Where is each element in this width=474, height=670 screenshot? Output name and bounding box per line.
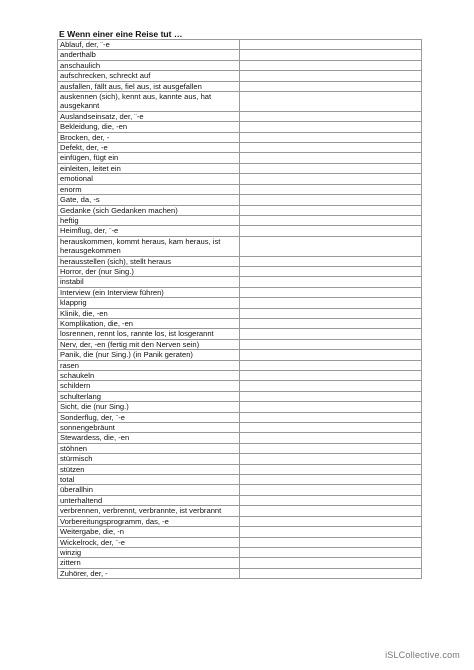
vocabulary-term: losrennen, rennt los, rannte los, ist losgerannt: [58, 329, 240, 339]
vocabulary-term: Nerv, der, -en (fertig mit den Nerven sein): [58, 339, 240, 349]
answer-cell: [240, 412, 422, 422]
vocabulary-term: Wickelrock, der, ¨-e: [58, 537, 240, 547]
vocabulary-row: [58, 81, 422, 91]
vocabulary-row: [58, 516, 422, 526]
vocabulary-term: Vorbereitungsprogramm, das, -e: [58, 516, 240, 526]
answer-cell: [240, 184, 422, 194]
answer-cell: [240, 111, 422, 121]
answer-cell: [240, 174, 422, 184]
vocabulary-term: schulterlang: [58, 391, 240, 401]
vocabulary-row: [58, 132, 422, 142]
vocabulary-term: unterhaltend: [58, 495, 240, 505]
vocabulary-row: [58, 350, 422, 360]
vocabulary-row: [58, 60, 422, 70]
vocabulary-row: [58, 308, 422, 318]
vocabulary-row: [58, 122, 422, 132]
vocabulary-row: [58, 174, 422, 184]
vocabulary-row: [58, 153, 422, 163]
vocabulary-row: [58, 226, 422, 236]
vocabulary-term: herauskommen, kommt heraus, kam heraus, ist herausgekommen: [58, 236, 240, 256]
vocabulary-row: [58, 298, 422, 308]
vocabulary-row: [58, 143, 422, 153]
answer-cell: [240, 495, 422, 505]
vocabulary-term: Sonderflug, der, ¨-e: [58, 412, 240, 422]
vocabulary-term: schildern: [58, 381, 240, 391]
vocabulary-row: [58, 236, 422, 256]
vocabulary-term: Gedanke (sich Gedanken machen): [58, 205, 240, 215]
vocabulary-row: [58, 360, 422, 370]
vocabulary-term: total: [58, 475, 240, 485]
answer-cell: [240, 256, 422, 266]
vocabulary-row: [58, 277, 422, 287]
answer-cell: [240, 287, 422, 297]
vocabulary-row: [58, 163, 422, 173]
vocabulary-row: [58, 371, 422, 381]
vocabulary-term: klapprig: [58, 298, 240, 308]
vocabulary-term: stöhnen: [58, 443, 240, 453]
vocabulary-term: Ablauf, der, ¨-e: [58, 40, 240, 50]
vocabulary-term: einfügen, fügt ein: [58, 153, 240, 163]
answer-cell: [240, 547, 422, 557]
answer-cell: [240, 527, 422, 537]
vocabulary-row: [58, 40, 422, 50]
vocabulary-term: Auslandseinsatz, der, ¨-e: [58, 111, 240, 121]
vocabulary-row: [58, 558, 422, 568]
answer-cell: [240, 423, 422, 433]
answer-cell: [240, 402, 422, 412]
vocabulary-term: rasen: [58, 360, 240, 370]
vocabulary-term: Brocken, der, -: [58, 132, 240, 142]
answer-cell: [240, 266, 422, 276]
vocabulary-row: [58, 215, 422, 225]
vocabulary-row: [58, 92, 422, 112]
site-watermark: iSLCollective.com: [385, 650, 460, 660]
vocabulary-row: [58, 50, 422, 60]
answer-cell: [240, 537, 422, 547]
vocabulary-term: auskennen (sich), kennt aus, kannte aus, hat ausgekannt: [58, 92, 240, 112]
answer-cell: [240, 454, 422, 464]
answer-cell: [240, 360, 422, 370]
vocabulary-row: [58, 433, 422, 443]
vocabulary-row: [58, 454, 422, 464]
answer-cell: [240, 506, 422, 516]
vocabulary-term: sonnengebräunt: [58, 423, 240, 433]
vocabulary-row: [58, 402, 422, 412]
vocabulary-row: [58, 256, 422, 266]
answer-cell: [240, 475, 422, 485]
answer-cell: [240, 236, 422, 256]
vocabulary-term: stürmisch: [58, 454, 240, 464]
answer-cell: [240, 163, 422, 173]
answer-cell: [240, 277, 422, 287]
vocabulary-row: [58, 287, 422, 297]
answer-cell: [240, 308, 422, 318]
vocabulary-term: Defekt, der, -e: [58, 143, 240, 153]
vocabulary-row: [58, 71, 422, 81]
vocabulary-row: [58, 464, 422, 474]
vocabulary-term: herausstellen (sich), stellt heraus: [58, 256, 240, 266]
vocabulary-row: [58, 339, 422, 349]
vocabulary-term: Interview (ein Interview führen): [58, 287, 240, 297]
answer-cell: [240, 195, 422, 205]
vocabulary-term: Sicht, die (nur Sing.): [58, 402, 240, 412]
vocabulary-term: Gate, da, -s: [58, 195, 240, 205]
answer-cell: [240, 339, 422, 349]
vocabulary-row: [58, 495, 422, 505]
answer-cell: [240, 433, 422, 443]
vocabulary-row: [58, 318, 422, 328]
vocabulary-term: winzig: [58, 547, 240, 557]
answer-cell: [240, 558, 422, 568]
answer-cell: [240, 122, 422, 132]
vocabulary-term: Komplikation, die, -en: [58, 318, 240, 328]
answer-cell: [240, 205, 422, 215]
vocabulary-term: Bekleidung, die, -en: [58, 122, 240, 132]
vocabulary-term: stützen: [58, 464, 240, 474]
answer-cell: [240, 516, 422, 526]
vocabulary-row: [58, 381, 422, 391]
vocabulary-term: Weitergabe, die, -n: [58, 527, 240, 537]
vocabulary-term: Stewardess, die, -en: [58, 433, 240, 443]
answer-cell: [240, 143, 422, 153]
vocabulary-term: Zuhörer, der, -: [58, 568, 240, 578]
answer-cell: [240, 71, 422, 81]
vocabulary-term: anderthalb: [58, 50, 240, 60]
answer-cell: [240, 40, 422, 50]
vocabulary-row: [58, 266, 422, 276]
vocabulary-term: heftig: [58, 215, 240, 225]
vocabulary-row: [58, 568, 422, 578]
answer-cell: [240, 464, 422, 474]
vocabulary-row: [58, 547, 422, 557]
vocabulary-term: emotional: [58, 174, 240, 184]
vocabulary-term: verbrennen, verbrennt, verbrannte, ist verbrannt: [58, 506, 240, 516]
vocabulary-term: Panik, die (nur Sing.) (in Panik geraten): [58, 350, 240, 360]
vocabulary-row: [58, 329, 422, 339]
worksheet-title: E Wenn einer eine Reise tut …: [59, 29, 183, 39]
answer-cell: [240, 298, 422, 308]
vocabulary-row: [58, 485, 422, 495]
vocabulary-term: instabil: [58, 277, 240, 287]
vocabulary-term: schaukeln: [58, 371, 240, 381]
vocabulary-row: [58, 537, 422, 547]
answer-cell: [240, 485, 422, 495]
vocabulary-term: anschaulich: [58, 60, 240, 70]
answer-cell: [240, 329, 422, 339]
answer-cell: [240, 350, 422, 360]
vocabulary-row: [58, 391, 422, 401]
answer-cell: [240, 381, 422, 391]
vocabulary-row: [58, 475, 422, 485]
answer-cell: [240, 371, 422, 381]
answer-cell: [240, 391, 422, 401]
vocabulary-row: [58, 527, 422, 537]
vocabulary-row: [58, 443, 422, 453]
answer-cell: [240, 568, 422, 578]
vocabulary-term: ausfallen, fällt aus, fiel aus, ist ausgefallen: [58, 81, 240, 91]
vocabulary-term: einleiten, leitet ein: [58, 163, 240, 173]
answer-cell: [240, 318, 422, 328]
vocabulary-term: aufschrecken, schreckt auf: [58, 71, 240, 81]
answer-cell: [240, 81, 422, 91]
vocabulary-table-body: [58, 40, 422, 579]
vocabulary-term: enorm: [58, 184, 240, 194]
vocabulary-row: [58, 111, 422, 121]
answer-cell: [240, 92, 422, 112]
answer-cell: [240, 226, 422, 236]
vocabulary-row: [58, 195, 422, 205]
vocabulary-table: [57, 39, 422, 579]
answer-cell: [240, 60, 422, 70]
answer-cell: [240, 443, 422, 453]
vocabulary-term: Heimflug, der, ¨-e: [58, 226, 240, 236]
vocabulary-row: [58, 184, 422, 194]
vocabulary-row: [58, 506, 422, 516]
vocabulary-term: Klinik, die, -en: [58, 308, 240, 318]
vocabulary-row: [58, 423, 422, 433]
answer-cell: [240, 50, 422, 60]
vocabulary-row: [58, 412, 422, 422]
answer-cell: [240, 132, 422, 142]
vocabulary-term: zittern: [58, 558, 240, 568]
vocabulary-term: Horror, der (nur Sing.): [58, 266, 240, 276]
answer-cell: [240, 215, 422, 225]
vocabulary-row: [58, 205, 422, 215]
answer-cell: [240, 153, 422, 163]
vocabulary-term: überallhin: [58, 485, 240, 495]
